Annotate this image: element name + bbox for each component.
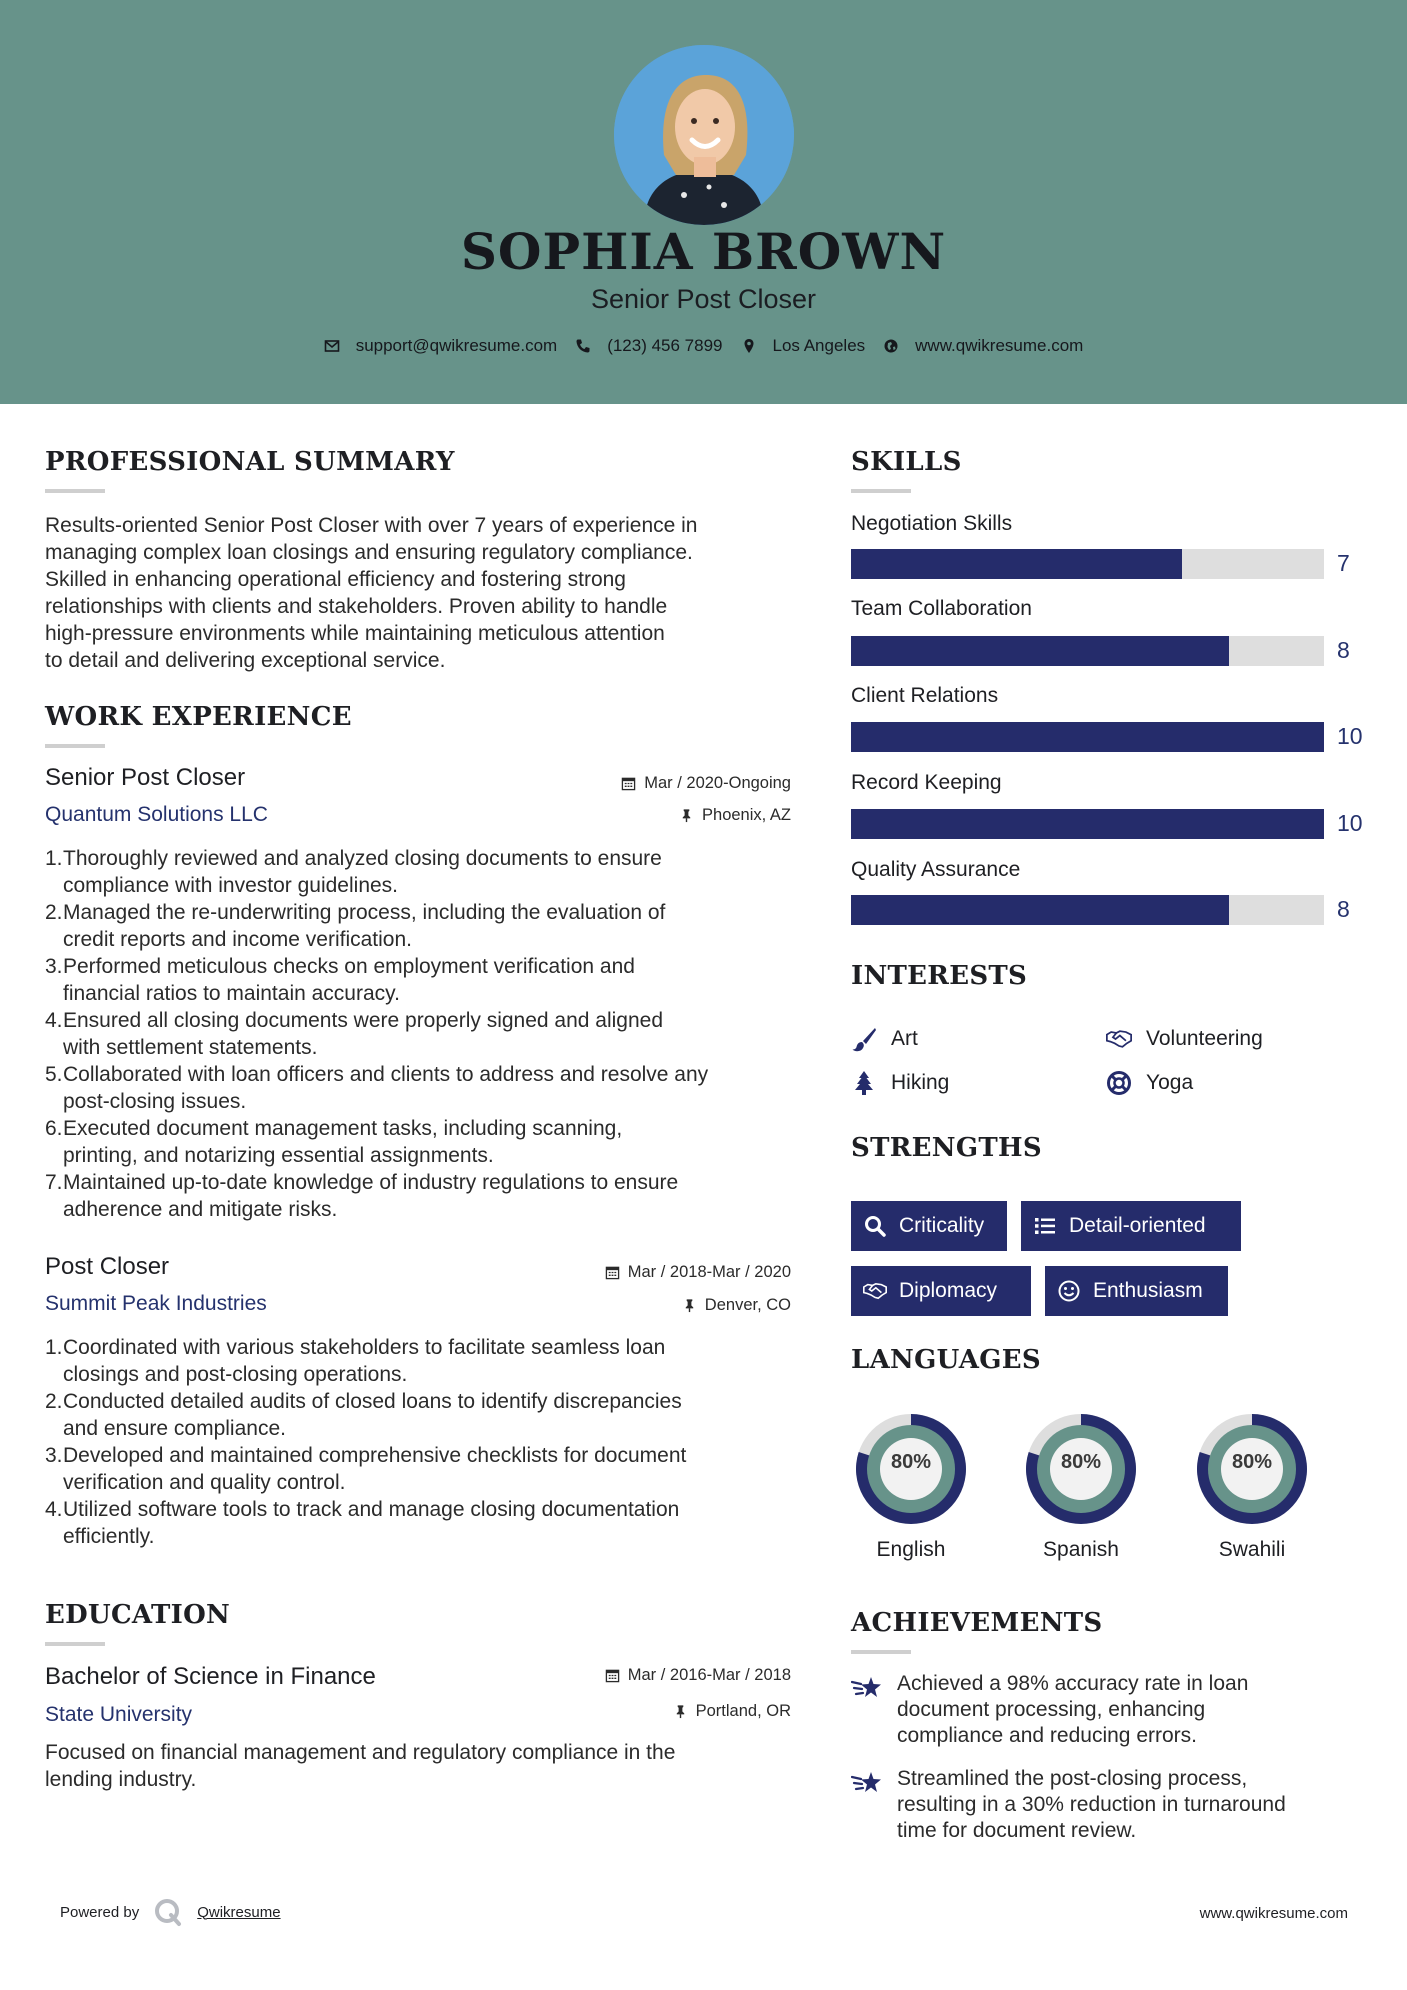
education-description: Focused on financial management and regulatory compliance in the lending industry. (45, 1741, 676, 1791)
paintbrush-icon (851, 1026, 877, 1052)
phone-text: (123) 456 7899 (607, 336, 723, 355)
skill-name: Negotiation Skills (851, 512, 1013, 535)
language-percent: 80% (1231, 1451, 1273, 1473)
list-item: 3. Developed and maintained comprehensive checklists for document verification and quality control. (45, 1444, 687, 1494)
strength-tag: Detail-oriented (1021, 1201, 1241, 1251)
contact-phone[interactable] (575, 336, 722, 356)
skill-bar-fill (851, 549, 1182, 579)
handshake-icon (1106, 1026, 1132, 1052)
candidate-title: Senior Post Closer (590, 284, 817, 314)
language-item (1182, 1408, 1322, 1562)
language-name: English (876, 1538, 946, 1561)
powered-by-label: Powered by (60, 1903, 140, 1921)
education-dates (490, 1666, 791, 1685)
email-text: support@qwikresume.com (355, 336, 558, 355)
skill-bar-fill (851, 636, 1229, 666)
job-location (490, 806, 791, 825)
summary-line: Skilled in enhancing operational efficiency and fostering strong (45, 568, 626, 591)
experience-heading: WORK EXPERIENCE (45, 702, 352, 732)
job-role: Senior Post Closer (45, 764, 246, 791)
job-location (490, 1296, 791, 1315)
qwikresume-link[interactable]: Qwikresume (197, 1903, 281, 1921)
skills-heading: SKILLS (851, 447, 962, 477)
contact-location (741, 336, 866, 356)
achievements-rule (851, 1650, 911, 1654)
list-item: 1. Thoroughly reviewed and analyzed closing documents to ensure compliance with investor guidelines. (45, 847, 662, 897)
summary-line: high-pressure environments while maintaining meticulous attention (45, 622, 665, 645)
list-item: 4. Ensured all closing documents were properly signed and aligned with settlement statements. (45, 1009, 664, 1059)
contact-email[interactable] (324, 336, 558, 356)
pushpin-icon (673, 1704, 688, 1719)
lifebuoy-icon (1106, 1070, 1132, 1096)
language-percent: 80% (890, 1451, 932, 1473)
shooting-star-icon (851, 1768, 883, 1798)
list-item: 1. Coordinated with various stakeholders to facilitate seamless loan closings and post-closing operations. (45, 1336, 666, 1386)
interest-item: Volunteering (1106, 1026, 1263, 1052)
job-dates-text: Mar / 2018-Mar / 2020 (627, 1263, 791, 1281)
education-rule (45, 1642, 105, 1646)
education-location (490, 1702, 791, 1721)
skill-name: Quality Assurance (851, 858, 1021, 881)
website-text: www.qwikresume.com (915, 336, 1084, 355)
summary-line: Results-oriented Senior Post Closer with over 7 years of experience in (45, 514, 698, 537)
skill-bar (851, 549, 1324, 579)
education-school: State University (45, 1703, 193, 1726)
list-item: 7. Maintained up-to-date knowledge of industry regulations to ensure adherence and mitigate risks. (45, 1171, 679, 1221)
footer-powered-by (60, 1897, 281, 1927)
achievement-item: Streamlined the post-closing process, resulting in a 30% reduction in turnaround time for document review. (851, 1766, 1351, 1844)
search-icon (863, 1214, 887, 1238)
globe-icon (883, 338, 899, 354)
interest-item: Hiking (851, 1070, 949, 1096)
job-location-text: Denver, CO (704, 1296, 791, 1314)
interest-item: Yoga (1106, 1070, 1193, 1096)
tree-icon (851, 1070, 877, 1096)
skill-name: Record Keeping (851, 771, 1002, 794)
skill-value: 8 (1337, 637, 1350, 663)
summary-text (45, 512, 795, 674)
education-heading: EDUCATION (45, 1600, 231, 1630)
education-dates-text: Mar / 2016-Mar / 2018 (627, 1666, 791, 1684)
pushpin-icon (682, 1298, 697, 1313)
job-dates (490, 774, 791, 793)
language-item (841, 1408, 981, 1562)
phone-icon (575, 338, 591, 354)
summary-heading: PROFESSIONAL SUMMARY (45, 447, 455, 477)
skill-value: 7 (1337, 550, 1350, 576)
pushpin-icon (679, 808, 694, 823)
list-item: 3. Performed meticulous checks on employment verification and financial ratios to maintain accuracy. (45, 955, 635, 1005)
skill-bar (851, 636, 1324, 666)
job-bullets (45, 1334, 805, 1550)
skill-bar-fill (851, 809, 1324, 839)
calendar-icon (621, 776, 636, 791)
strength-tag: Enthusiasm (1045, 1266, 1228, 1316)
job-company: Quantum Solutions LLC (45, 803, 268, 826)
education-location-text: Portland, OR (695, 1702, 791, 1720)
languages-heading: LANGUAGES (851, 1345, 1041, 1375)
skill-bar (851, 722, 1324, 752)
achievements-heading: ACHIEVEMENTS (851, 1608, 1103, 1638)
list-item: 2. Conducted detailed audits of closed loans to identify discrepancies and ensure compliance. (45, 1390, 682, 1440)
smile-icon (1057, 1279, 1081, 1303)
language-percent: 80% (1060, 1451, 1102, 1473)
candidate-name: SOPHIA BROWN (460, 222, 947, 281)
handshake-icon (863, 1279, 887, 1303)
language-item (1011, 1408, 1151, 1562)
interest-item: Art (851, 1026, 918, 1052)
calendar-icon (605, 1668, 620, 1683)
job-dates-text: Mar / 2020-Ongoing (644, 774, 791, 792)
education-degree: Bachelor of Science in Finance (45, 1663, 376, 1690)
location-text: Los Angeles (772, 336, 866, 355)
contact-website[interactable] (883, 336, 1083, 356)
skill-name: Client Relations (851, 684, 999, 707)
skills-rule (851, 489, 911, 493)
contact-bar (0, 336, 1407, 356)
footer-website[interactable]: www.qwikresume.com (1199, 1905, 1348, 1922)
strengths-heading: STRENGTHS (851, 1133, 1042, 1163)
skill-bar-fill (851, 722, 1324, 752)
skill-bar-fill (851, 895, 1229, 925)
header-banner (0, 0, 1407, 404)
calendar-icon (605, 1265, 620, 1280)
list-item: 2. Managed the re-underwriting process, including the evaluation of credit reports and income verification. (45, 901, 666, 951)
skill-bar (851, 895, 1324, 925)
interests-heading: INTERESTS (851, 961, 1028, 991)
experience-rule (45, 744, 105, 748)
summary-line: to detail and delivering exceptional service. (45, 649, 446, 672)
list-item: 5. Collaborated with loan officers and clients to address and resolve any post-closing issues. (45, 1063, 709, 1113)
summary-line: relationships with clients and stakeholders. Proven ability to handle (45, 595, 668, 618)
job-location-text: Phoenix, AZ (702, 806, 791, 824)
summary-line: managing complex loan closings and ensuring regulatory compliance. (45, 541, 693, 564)
language-name: Swahili (1218, 1538, 1286, 1561)
skill-value: 10 (1337, 723, 1363, 749)
job-role: Post Closer (45, 1253, 170, 1280)
list-item: 6. Executed document management tasks, including scanning, printing, and notarizing essential assignments. (45, 1117, 623, 1167)
achievement-item: Achieved a 98% accuracy rate in loan document processing, enhancing compliance and reducing errors. (851, 1671, 1351, 1749)
qwikresume-logo-icon (153, 1897, 183, 1927)
envelope-icon (324, 338, 340, 354)
strength-tag: Diplomacy (851, 1266, 1031, 1316)
map-pin-icon (741, 338, 757, 354)
skill-value: 8 (1337, 896, 1350, 922)
skill-bar (851, 809, 1324, 839)
job-bullets (45, 845, 805, 1223)
language-name: Spanish (1043, 1538, 1119, 1561)
job-dates (490, 1263, 791, 1282)
skill-name: Team Collaboration (851, 597, 1032, 620)
job-company: Summit Peak Industries (45, 1292, 267, 1315)
list-item: 4. Utilized software tools to track and manage closing documentation efficiently. (45, 1498, 680, 1548)
list-icon (1033, 1214, 1057, 1238)
profile-photo (614, 45, 794, 225)
shooting-star-icon (851, 1673, 883, 1703)
strength-tag: Criticality (851, 1201, 1007, 1251)
summary-rule (45, 489, 105, 493)
skill-value: 10 (1337, 810, 1363, 836)
